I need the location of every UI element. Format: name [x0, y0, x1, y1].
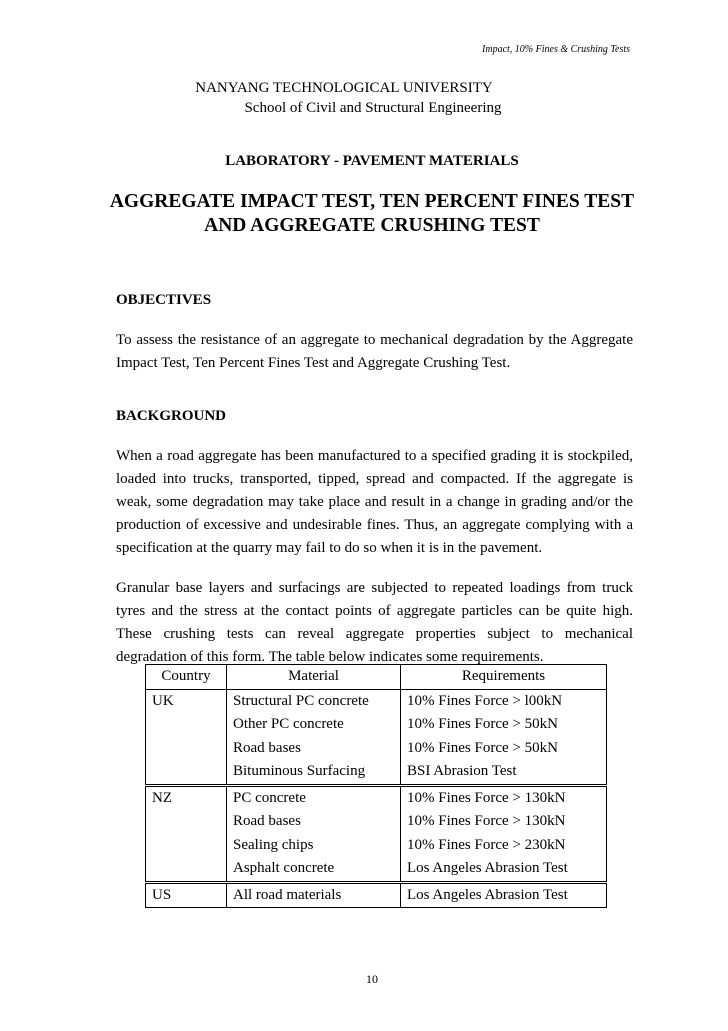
document-title: [0, 190, 728, 238]
cell-material: Road bases: [227, 810, 401, 834]
objectives-text: To assess the resistance of an aggregate to mechanical degradation by the Aggregate Impact Test, Ten Percent Fines Test and Aggregate Crushing Test.: [116, 332, 633, 371]
document-title-line1: AGGREGATE IMPACT TEST, TEN PERCENT FINES TEST: [109, 191, 635, 212]
cell-requirement: Los Angeles Abrasion Test: [401, 882, 607, 908]
table-row: [146, 857, 607, 882]
column-header-country: Country: [146, 665, 227, 690]
cell-material: Bituminous Surfacing: [227, 760, 401, 785]
cell-requirement: 10% Fines Force > l00kN: [401, 689, 607, 713]
document-title-line2: AND AGGREGATE CRUSHING TEST: [204, 215, 540, 236]
cell-requirement: Los Angeles Abrasion Test: [401, 857, 607, 882]
cell-country: UK: [146, 689, 227, 713]
cell-country: NZ: [146, 785, 227, 810]
cell-country: [146, 810, 227, 834]
table-row: [146, 737, 607, 761]
cell-requirement: 10% Fines Force > 230kN: [401, 834, 607, 858]
cell-material: Structural PC concrete: [227, 689, 401, 713]
cell-material: Other PC concrete: [227, 713, 401, 737]
column-header-material: Material: [227, 665, 401, 690]
cell-country: [146, 713, 227, 737]
table-row: [146, 810, 607, 834]
background-paragraph-1: When a road aggregate has been manufactured to a specified grading it is stockpiled, loaded into trucks, transported, tipped, spread and compacted. If the aggregate is weak, some degradation may take place and result in a change in grading and/or the production of excessive and undesirable fines. Thus, an aggregate complying with a specification at the quarry may fail to do so when it is in the pavement.: [116, 448, 633, 556]
cell-material: PC concrete: [227, 785, 401, 810]
cell-requirement: 10% Fines Force > 130kN: [401, 810, 607, 834]
column-header-requirements: Requirements: [401, 665, 607, 690]
requirements-table: [145, 664, 607, 908]
cell-requirement: 10% Fines Force > 50kN: [401, 713, 607, 737]
university-name: NANYANG TECHNOLOGICAL UNIVERSITY: [195, 80, 493, 96]
table-header-row: [146, 665, 607, 690]
table-row: [146, 689, 607, 713]
page-number: 10: [366, 972, 378, 986]
running-header: Impact, 10% Fines & Crushing Tests: [482, 44, 630, 55]
cell-country: [146, 760, 227, 785]
cell-requirement: 10% Fines Force > 50kN: [401, 737, 607, 761]
school-name: School of Civil and Structural Engineering: [244, 100, 502, 116]
cell-material: Asphalt concrete: [227, 857, 401, 882]
background-heading: BACKGROUND: [116, 408, 227, 424]
cell-country: [146, 857, 227, 882]
university-block: [0, 78, 728, 118]
table-row: [146, 785, 607, 810]
table-row: [146, 834, 607, 858]
cell-requirement: 10% Fines Force > 130kN: [401, 785, 607, 810]
cell-material: All road materials: [227, 882, 401, 908]
cell-material: Road bases: [227, 737, 401, 761]
cell-country: [146, 834, 227, 858]
cell-country: [146, 737, 227, 761]
background-paragraph-2: Granular base layers and surfacings are subjected to repeated loadings from truck tyres and the stress at the contact points of aggregate particles can be quite high. These crushing tests can reveal aggregate properties subject to mechanical degradation of this form. The table below indicates some requirements.: [116, 580, 633, 665]
cell-country: US: [146, 882, 227, 908]
cell-requirement: BSI Abrasion Test: [401, 760, 607, 785]
objectives-section: [116, 289, 633, 375]
laboratory-title: LABORATORY - PAVEMENT MATERIALS: [225, 153, 519, 169]
table-row: [146, 713, 607, 737]
table-row: [146, 882, 607, 908]
background-section: [116, 405, 633, 669]
objectives-heading: OBJECTIVES: [116, 292, 212, 308]
cell-material: Sealing chips: [227, 834, 401, 858]
table-row: [146, 760, 607, 785]
